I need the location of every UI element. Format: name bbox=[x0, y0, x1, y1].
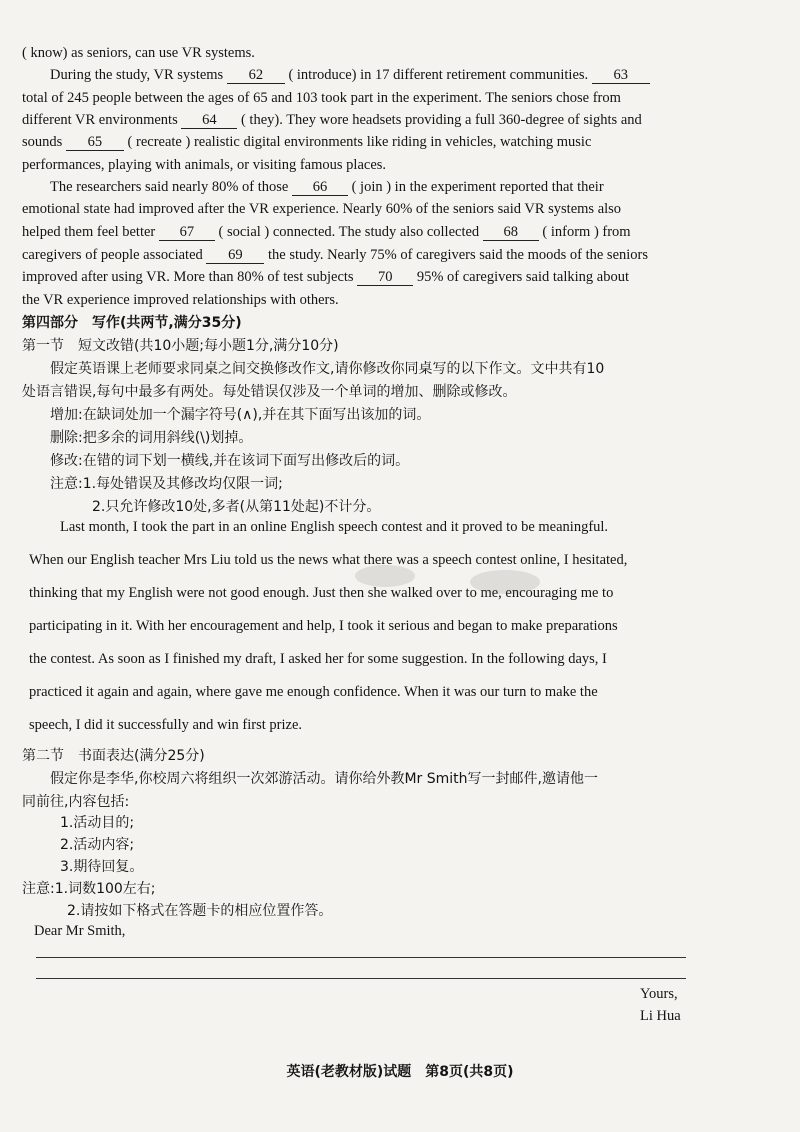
answer-blank-62[interactable]: 62 bbox=[227, 68, 285, 84]
task-line: 同前往,内容包括: bbox=[22, 794, 130, 810]
sec2-note-1: 注意:1.词数100左右; bbox=[22, 881, 156, 897]
section2-heading: 第二节 书面表达(满分25分) bbox=[22, 748, 205, 764]
answer-blank-70[interactable]: 70 bbox=[357, 270, 413, 286]
content-item: 3.期待回复。 bbox=[60, 859, 144, 875]
passage-line: different VR environments 64 ( they). They wore headsets providing a full 360-degree of sights and bbox=[22, 112, 642, 128]
passage-line: performances, playing with animals, or visiting famous places. bbox=[22, 157, 387, 173]
essay-line: Last month, I took the part in an online English speech contest and it proved to be meaningful. bbox=[60, 519, 609, 535]
scan-smudge bbox=[470, 570, 540, 594]
answer-blank-65[interactable]: 65 bbox=[66, 135, 124, 151]
content-item: 2.活动内容; bbox=[60, 837, 135, 853]
letter-closing: Yours, bbox=[640, 986, 678, 1002]
passage-line: the VR experience improved relationships with others. bbox=[22, 292, 339, 308]
essay-line: the contest. As soon as I finished my draft, I asked her for some suggestion. In the following days, I bbox=[29, 651, 607, 667]
answer-blank-67[interactable]: 67 bbox=[159, 225, 215, 241]
essay-line: When our English teacher Mrs Liu told us the news what there was a speech contest online, I hesitated, bbox=[29, 552, 628, 568]
note-2: 2.只允许修改10处,多者(从第11处起)不计分。 bbox=[92, 499, 381, 515]
passage-line: total of 245 people between the ages of 65 and 103 took part in the experiment. The seniors chose from bbox=[22, 90, 621, 106]
passage-line: The researchers said nearly 80% of those 66 ( join ) in the experiment reported that their bbox=[50, 179, 604, 195]
scan-smudge bbox=[355, 565, 415, 587]
essay-line: participating in it. With her encouragement and help, I took it serious and began to make preparations bbox=[29, 618, 618, 634]
answer-blank-63[interactable]: 63 bbox=[592, 68, 650, 84]
rule-delete: 删除:把多余的词用斜线(\)划掉。 bbox=[50, 430, 253, 446]
instruction-line: 假定英语课上老师要求同桌之间交换修改作文,请你修改你同桌写的以下作文。文中共有10 bbox=[50, 361, 605, 377]
note-1: 注意:1.每处错误及其修改均仅限一词; bbox=[50, 476, 283, 492]
essay-line: thinking that my English were not good enough. Just then she walked over to me, encouraging me to bbox=[29, 585, 614, 601]
task-line: 假定你是李华,你校周六将组织一次郊游活动。请你给外教Mr Smith写一封邮件,邀请他一 bbox=[50, 771, 598, 787]
rule-add: 增加:在缺词处加一个漏字符号(∧),并在其下面写出该加的词。 bbox=[50, 407, 431, 423]
passage-line: caregivers of people associated 69 the study. Nearly 75% of caregivers said the moods of the seniors bbox=[22, 247, 649, 263]
essay-line: practiced it again and again, where gave me enough confidence. When it was our turn to make the bbox=[29, 684, 598, 700]
passage-line: improved after using VR. More than 80% of test subjects 70 95% of caregivers said talking about bbox=[22, 269, 630, 285]
answer-blank-68[interactable]: 68 bbox=[483, 225, 539, 241]
page-footer: 英语(老教材版)试题 第8页(共8页) bbox=[286, 1064, 514, 1080]
passage-line: ( know) as seniors, can use VR systems. bbox=[22, 45, 255, 61]
answer-blank-64[interactable]: 64 bbox=[181, 113, 237, 129]
instruction-line: 处语言错误,每句中最多有两处。每处错误仅涉及一个单词的增加、删除或修改。 bbox=[22, 384, 517, 400]
sec2-note-2: 2.请按如下格式在答题卡的相应位置作答。 bbox=[67, 903, 333, 919]
answer-blank-69[interactable]: 69 bbox=[206, 248, 264, 264]
passage-line: helped them feel better 67 ( social ) connected. The study also collected 68 ( inform ) from bbox=[22, 224, 631, 240]
section1-heading: 第一节 短文改错(共10小题;每小题1分,满分10分) bbox=[22, 338, 339, 354]
passage-line: sounds 65 ( recreate ) realistic digital environments like riding in vehicles, watching music bbox=[22, 134, 592, 150]
content-item: 1.活动目的; bbox=[60, 815, 135, 831]
answer-blank-66[interactable]: 66 bbox=[292, 180, 348, 196]
letter-greeting: Dear Mr Smith, bbox=[34, 923, 126, 939]
letter-signature: Li Hua bbox=[640, 1008, 681, 1024]
part4-heading: 第四部分 写作(共两节,满分35分) bbox=[22, 315, 242, 331]
passage-line: During the study, VR systems 62 ( introduce) in 17 different retirement communities. 63 bbox=[50, 66, 650, 84]
writing-line[interactable] bbox=[36, 978, 686, 979]
essay-line: speech, I did it successfully and win first prize. bbox=[29, 717, 303, 733]
writing-line[interactable] bbox=[36, 957, 686, 958]
rule-modify: 修改:在错的词下划一横线,并在该词下面写出修改后的词。 bbox=[50, 453, 410, 469]
passage-line: emotional state had improved after the VR experience. Nearly 60% of the seniors said VR systems also bbox=[22, 201, 622, 217]
